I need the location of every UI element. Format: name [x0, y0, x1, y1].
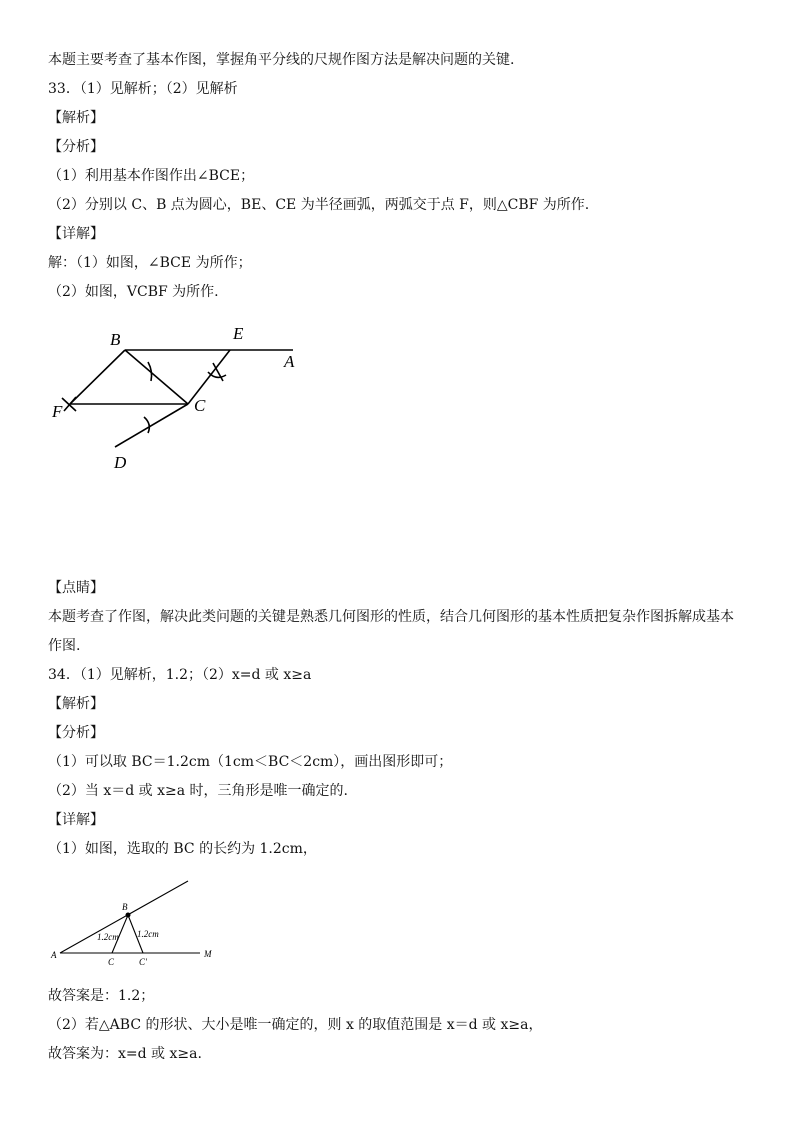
label-b: B — [110, 330, 121, 349]
heading-jiexi-2: 【解析】 — [48, 696, 104, 712]
segment-bc — [125, 350, 188, 404]
comment-line-2: 作图. — [48, 638, 81, 654]
analysis-line-1: （1）利用基本作图作出∠BCE； — [48, 168, 255, 184]
label-f: F — [52, 402, 63, 421]
label-a: A — [284, 352, 295, 371]
answer-34: 34．（1）见解析，1.2；（2）x=d 或 x≥a — [48, 667, 312, 683]
label-a: A — [51, 950, 57, 960]
result-line-1: 故答案是：1.2； — [48, 988, 155, 1004]
heading-xiangjie: 【详解】 — [48, 226, 104, 242]
length-label-2: 1.2cm — [137, 929, 159, 939]
segment-bf — [70, 350, 125, 404]
solution-line-1: 解：（1）如图，∠BCE 为所作； — [48, 255, 252, 271]
label-c-prime: C' — [139, 957, 147, 967]
figure-2-triangle — [48, 878, 228, 968]
analysis-34-line-2: （2）当 x＝d 或 x≥a 时，三角形是唯一确定的. — [48, 783, 348, 799]
analysis-line-2: （2）分别以 C、B 点为圆心，BE、CE 为半径画弧，两弧交于点 F，则△CBF 为所作. — [48, 197, 590, 213]
comment-line-1: 本题考查了作图，解决此类问题的关键是熟悉几何图形的性质，结合几何图形的基本性质把复杂作图拆解成基本 — [48, 609, 734, 625]
ray-cd — [115, 404, 188, 447]
figure-1-construction — [48, 325, 308, 475]
arc-mark-2 — [208, 372, 226, 377]
label-e: E — [233, 325, 244, 343]
label-d: D — [114, 453, 127, 472]
text-line-1: 本题主要考查了基本作图，掌握角平分线的尺规作图方法是解决问题的关键. — [48, 52, 515, 68]
label-c: C — [194, 396, 206, 415]
solution-34-line-1: （1）如图，选取的 BC 的长约为 1.2cm， — [48, 841, 317, 857]
answer-33: 33．（1）见解析；（2）见解析 — [48, 81, 238, 97]
heading-jiexi: 【解析】 — [48, 110, 104, 126]
result-line-2: （2）若△ABC 的形状、大小是唯一确定的，则 x 的取值范围是 x＝d 或 x≥a， — [48, 1017, 543, 1033]
length-label-1: 1.2cm — [97, 932, 119, 942]
solution-line-2: （2）如图，VCBF 为所作. — [48, 284, 219, 300]
arc-mark-4 — [144, 417, 149, 433]
point-b — [126, 913, 131, 918]
label-c: C — [108, 957, 115, 967]
heading-xiangjie-2: 【详解】 — [48, 812, 104, 828]
result-line-3: 故答案为：x=d 或 x≥a. — [48, 1046, 202, 1062]
heading-fenxi: 【分析】 — [48, 139, 104, 155]
heading-dianjing: 【点睛】 — [48, 580, 104, 596]
ray-ab — [60, 881, 188, 953]
heading-fenxi-2: 【分析】 — [48, 725, 104, 741]
analysis-34-line-1: （1）可以取 BC＝1.2cm（1cm＜BC＜2cm），画出图形即可； — [48, 754, 453, 770]
label-b: B — [122, 902, 128, 912]
label-m: M — [204, 949, 212, 959]
